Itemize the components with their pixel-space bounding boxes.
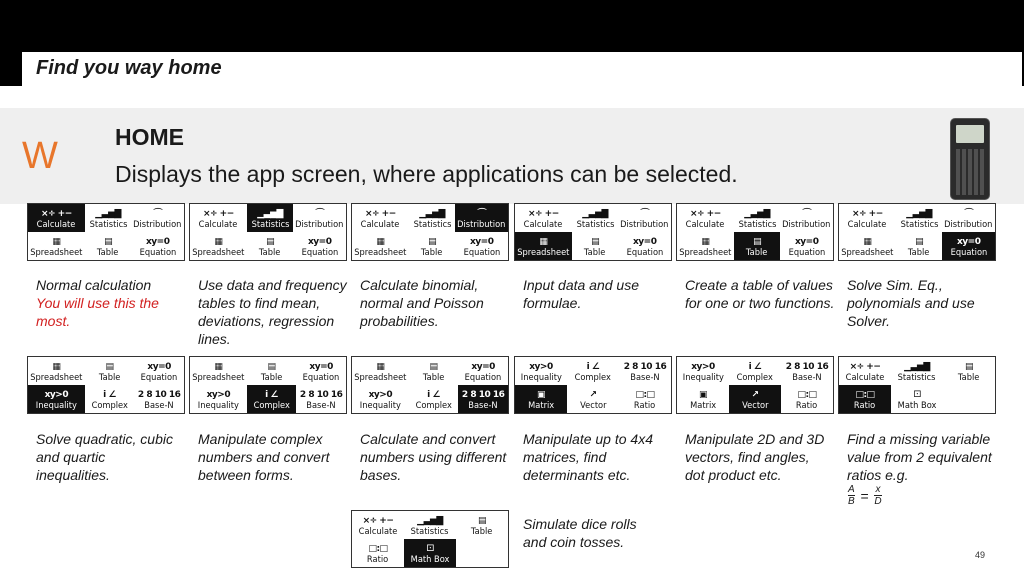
app-tile-complex[interactable] <box>247 385 297 413</box>
app-label: Distribution <box>620 220 669 230</box>
spreadsheet-icon: ▦ <box>214 362 223 372</box>
app-tile-spreadsheet[interactable] <box>677 232 734 260</box>
equation-icon: xy=0 <box>470 237 494 247</box>
app-tile-math-box[interactable] <box>404 539 456 567</box>
app-tile-calculate[interactable] <box>352 511 404 539</box>
app-grid <box>677 204 833 260</box>
app-label: Calculate <box>686 220 725 230</box>
spreadsheet-icon: ▦ <box>376 237 385 247</box>
app-grid <box>352 357 508 413</box>
app-tile-matrix[interactable] <box>515 385 567 413</box>
app-tile-base-n[interactable] <box>296 385 346 413</box>
screen-equation <box>838 203 996 261</box>
screen-spreadsheet <box>514 203 672 261</box>
app-label: Table <box>958 373 980 383</box>
statistics-icon: ▁▃▅▇ <box>417 516 443 526</box>
app-label: Spreadsheet <box>30 373 83 383</box>
app-tile-inequality[interactable] <box>28 385 85 413</box>
statistics-icon: ▁▃▅▇ <box>906 209 932 219</box>
app-label: Table <box>97 248 119 258</box>
ratio-example <box>848 484 882 507</box>
app-tile-base-n[interactable] <box>458 385 508 413</box>
app-tile-spreadsheet[interactable] <box>190 232 247 260</box>
screen-matrix <box>514 356 672 414</box>
distribution-icon: ⌒ <box>640 209 649 219</box>
app-label: Equation <box>463 248 501 258</box>
app-grid <box>28 204 184 260</box>
distribution-icon: ⌒ <box>802 209 811 219</box>
app-tile-statistics[interactable] <box>85 204 132 232</box>
app-tile-complex[interactable] <box>409 385 459 413</box>
app-tile-vector[interactable] <box>567 385 619 413</box>
app-label: Vector <box>579 401 607 411</box>
app-tile-statistics[interactable] <box>409 204 456 232</box>
app-label: Statistics <box>413 220 452 230</box>
equation-icon: xy=0 <box>308 237 332 247</box>
app-label: Statistics <box>89 220 128 230</box>
app-grid <box>352 204 508 260</box>
app-tile-distribution[interactable] <box>293 204 346 232</box>
inequality-icon: xy>0 <box>206 390 231 400</box>
app-tile-ratio[interactable] <box>352 539 404 567</box>
app-tile-ratio[interactable] <box>839 385 891 413</box>
statistics-icon: ▁▃▅▇ <box>419 209 445 219</box>
equation-icon: xy=0 <box>471 362 495 372</box>
spreadsheet-icon: ▦ <box>376 362 385 372</box>
app-label: Base-N <box>306 401 336 411</box>
base-n-icon: 2 8 10 16 <box>785 362 829 372</box>
app-label: Table <box>746 248 768 258</box>
base-n-icon: 2 8 10 16 <box>623 362 667 372</box>
app-grid <box>190 357 346 413</box>
app-tile-equation[interactable] <box>131 232 184 260</box>
app-label: Equation <box>140 373 178 383</box>
desc-equation: Solve Sim. Eq., polynomials and use Solver. <box>847 277 975 329</box>
spreadsheet-icon: ▦ <box>214 237 223 247</box>
app-grid <box>515 357 671 413</box>
inequality-icon: xy>0 <box>691 362 715 372</box>
calculate-icon: ×÷ +− <box>362 516 394 526</box>
calculator-keypad <box>956 149 984 195</box>
app-tile-base-n[interactable] <box>781 357 833 385</box>
app-label: Complex <box>736 373 774 383</box>
desc-inequality: Solve quadratic, cubic and quartic inequalities. <box>36 431 173 483</box>
app-tile-equation[interactable] <box>942 232 995 260</box>
matrix-icon: ▣ <box>698 390 707 400</box>
spreadsheet-icon: ▦ <box>701 237 710 247</box>
app-tile-table[interactable] <box>247 232 294 260</box>
desc-spreadsheet: Input data and use formulae. <box>523 277 639 311</box>
app-tile-equation[interactable] <box>293 232 346 260</box>
app-label: Table <box>471 527 493 537</box>
equation-icon: xy=0 <box>146 237 170 247</box>
app-tile-distribution[interactable] <box>131 204 184 232</box>
app-label: Table <box>260 373 283 383</box>
app-label: Table <box>421 248 443 258</box>
frac-equals: = <box>860 488 869 504</box>
calculate-icon: ×÷ +− <box>851 209 883 219</box>
spreadsheet-icon: ▦ <box>863 237 872 247</box>
app-label: Table <box>259 248 281 258</box>
app-label: Equation <box>626 248 664 258</box>
app-tile-inequality[interactable] <box>677 357 729 385</box>
spreadsheet-icon: ▦ <box>52 237 61 247</box>
desc-complex: Manipulate complex numbers and convert between forms. <box>198 431 330 483</box>
ratio-icon: □:□ <box>797 390 817 400</box>
app-label: Inequality <box>35 401 77 411</box>
app-tile-calculate[interactable] <box>515 204 572 232</box>
app-tile-spreadsheet[interactable] <box>352 232 409 260</box>
equation-icon: xy=0 <box>633 237 657 247</box>
app-tile-calculate[interactable] <box>352 204 409 232</box>
table-icon: ▤ <box>477 516 486 526</box>
desc-calculate-note: You will use this the most. <box>36 295 159 329</box>
app-tile-table[interactable] <box>409 232 456 260</box>
app-tile-table[interactable] <box>456 511 508 539</box>
statistics-icon: ▁▃▅▇ <box>257 209 283 219</box>
app-label: Table <box>584 248 606 258</box>
app-label: Base-N <box>144 401 174 411</box>
app-label: Equation <box>950 248 988 258</box>
home-title: HOME <box>115 124 184 150</box>
spreadsheet-icon: ▦ <box>539 237 548 247</box>
app-tile-complex[interactable] <box>85 385 135 413</box>
app-label: Statistics <box>738 220 777 230</box>
app-label: Complex <box>91 401 128 411</box>
app-grid <box>839 204 995 260</box>
app-tile-calculate[interactable] <box>839 204 896 232</box>
calculate-icon: ×÷ +− <box>40 209 72 219</box>
app-tile-calculate[interactable] <box>839 357 891 385</box>
app-label: Ratio <box>367 555 389 565</box>
app-label: Calculate <box>361 220 400 230</box>
app-tile-distribution[interactable] <box>942 204 995 232</box>
app-label: Inequality <box>520 373 562 383</box>
app-label: Complex <box>574 373 612 383</box>
screen-ratio <box>838 356 996 414</box>
app-tile-vector[interactable] <box>729 385 781 413</box>
app-tile-calculate[interactable] <box>677 204 734 232</box>
math-box-icon: ⚀ <box>426 544 434 554</box>
app-tile-spreadsheet[interactable] <box>190 357 247 385</box>
app-label: Statistics <box>900 220 939 230</box>
screen-statistics <box>189 203 347 261</box>
ratio-icon: □:□ <box>855 390 875 400</box>
screen-distribution <box>351 203 509 261</box>
equation-icon: xy=0 <box>795 237 819 247</box>
statistics-icon: ▁▃▅▇ <box>95 209 121 219</box>
app-label: Spreadsheet <box>354 373 407 383</box>
frac-num-right: x <box>875 484 881 495</box>
table-icon: ▤ <box>267 362 276 372</box>
app-label: Spreadsheet <box>192 373 245 383</box>
app-label: Matrix <box>527 401 555 411</box>
app-label: Table <box>98 373 121 383</box>
app-grid <box>28 357 184 413</box>
app-label: Ratio <box>854 401 876 411</box>
home-key: W <box>22 135 58 177</box>
calculate-icon: ×÷ +− <box>849 362 881 372</box>
app-tile-complex[interactable] <box>729 357 781 385</box>
app-tile-calculate[interactable] <box>28 204 85 232</box>
app-tile-ratio[interactable] <box>781 385 833 413</box>
app-tile-spreadsheet[interactable] <box>352 357 409 385</box>
app-tile-math-box[interactable] <box>891 385 943 413</box>
app-label: Ratio <box>634 401 656 411</box>
app-label: Equation <box>139 248 177 258</box>
app-label: Complex <box>415 401 452 411</box>
app-grid <box>677 357 833 413</box>
statistics-icon: ▁▃▅▇ <box>904 362 930 372</box>
app-label: Distribution <box>944 220 993 230</box>
screen-math-box <box>351 510 509 568</box>
complex-icon: i ∠ <box>586 362 600 372</box>
desc-distribution: Calculate binomial, normal and Poisson probabilities. <box>360 277 484 329</box>
app-label: Distribution <box>133 220 182 230</box>
app-tile-equation[interactable] <box>134 357 184 385</box>
calculate-icon: ×÷ +− <box>689 209 721 219</box>
frac-num-left: A <box>848 484 855 495</box>
vector-icon: ↗ <box>751 390 759 400</box>
app-tile-distribution[interactable] <box>618 204 671 232</box>
app-label: Base-N <box>792 373 822 383</box>
desc-math-box: Simulate dice rolls and coin tosses. <box>523 516 637 550</box>
app-tile-complex[interactable] <box>567 357 619 385</box>
calculator-image <box>950 118 990 200</box>
complex-icon: i ∠ <box>748 362 762 372</box>
app-tile-equation[interactable] <box>618 232 671 260</box>
desc-calculate: Normal calculation You will use this the most. <box>36 276 196 330</box>
calculator-screen <box>956 125 984 143</box>
calculate-icon: ×÷ +− <box>527 209 559 219</box>
screen-calculate <box>27 203 185 261</box>
app-tile-inequality[interactable] <box>352 385 409 413</box>
app-tile-statistics[interactable] <box>896 204 943 232</box>
app-grid <box>352 511 508 567</box>
app-label: Math Box <box>410 555 450 565</box>
app-label: Calculate <box>199 220 238 230</box>
distribution-icon: ⌒ <box>964 209 973 219</box>
app-label: Base-N <box>468 401 498 411</box>
app-label: Inequality <box>359 401 401 411</box>
app-label: Table <box>422 373 445 383</box>
distribution-icon: ⌒ <box>477 209 486 219</box>
app-tile-spreadsheet[interactable] <box>839 232 896 260</box>
desc-ratio: Find a missing variable value from 2 equivalent ratios e.g. <box>847 431 992 483</box>
app-label: Calculate <box>524 220 563 230</box>
equation-icon: xy=0 <box>147 362 171 372</box>
screen-table <box>676 203 834 261</box>
inequality-icon: xy>0 <box>368 390 393 400</box>
app-label: Complex <box>253 401 290 411</box>
distribution-icon: ⌒ <box>315 209 324 219</box>
frac-den-left: B <box>848 496 855 507</box>
app-grid <box>839 357 995 413</box>
app-grid <box>515 204 671 260</box>
math-box-icon: ⚀ <box>913 390 921 400</box>
app-tile-table[interactable] <box>734 232 781 260</box>
app-label: Vector <box>741 401 769 411</box>
app-label: Spreadsheet <box>841 248 894 258</box>
home-band <box>0 108 1024 204</box>
home-description: Displays the app screen, where applications can be selected. <box>115 161 738 187</box>
app-tile-table[interactable] <box>943 357 995 385</box>
table-icon: ▤ <box>591 237 600 247</box>
app-tile-table[interactable] <box>85 232 132 260</box>
table-icon: ▤ <box>429 362 438 372</box>
statistics-icon: ▁▃▅▇ <box>744 209 770 219</box>
app-tile-matrix[interactable] <box>677 385 729 413</box>
app-tile-equation[interactable] <box>455 232 508 260</box>
app-label: Calculate <box>358 527 398 537</box>
equation-icon: xy=0 <box>309 362 333 372</box>
app-label: Spreadsheet <box>192 248 245 258</box>
app-label: Distribution <box>295 220 344 230</box>
app-tile-calculate[interactable] <box>190 204 247 232</box>
app-tile-statistics[interactable] <box>734 204 781 232</box>
app-label: Calculate <box>37 220 76 230</box>
equation-icon: xy=0 <box>957 237 981 247</box>
app-tile-table[interactable] <box>572 232 619 260</box>
app-tile-inequality[interactable] <box>190 385 247 413</box>
distribution-icon: ⌒ <box>153 209 162 219</box>
app-label: Equation <box>788 248 826 258</box>
app-tile-statistics[interactable] <box>891 357 943 385</box>
frac-den-right: D <box>874 496 882 507</box>
desc-vector: Manipulate 2D and 3D vectors, find angles, dot product etc. <box>685 431 825 483</box>
app-label: Inequality <box>197 401 239 411</box>
spreadsheet-icon: ▦ <box>52 362 61 372</box>
app-label: Table <box>908 248 930 258</box>
app-label: Equation <box>464 373 502 383</box>
registered-mark: ® <box>988 68 994 75</box>
desc-matrix: Manipulate up to 4x4 matrices, find determinants etc. <box>523 431 653 483</box>
table-icon: ▤ <box>105 362 114 372</box>
app-tile-spreadsheet[interactable] <box>515 232 572 260</box>
app-tile-inequality[interactable] <box>515 357 567 385</box>
complex-icon: i ∠ <box>265 390 278 400</box>
app-tile-equation[interactable] <box>458 357 508 385</box>
desc-base-n: Calculate and convert numbers using different bases. <box>360 431 507 483</box>
app-label: Spreadsheet <box>679 248 732 258</box>
app-label: Spreadsheet <box>517 248 570 258</box>
app-tile-distribution[interactable] <box>780 204 833 232</box>
vector-icon: ↗ <box>589 390 597 400</box>
slide-title: Find you way home <box>36 57 222 79</box>
table-icon: ▤ <box>428 237 437 247</box>
app-tile-base-n[interactable] <box>619 357 671 385</box>
calculate-icon: ×÷ +− <box>202 209 234 219</box>
screen-base-n <box>351 356 509 414</box>
screen-vector <box>676 356 834 414</box>
app-label: Distribution <box>457 220 506 230</box>
app-label: Statistics <box>411 527 449 537</box>
app-tile-ratio[interactable] <box>619 385 671 413</box>
app-label: Calculate <box>848 220 887 230</box>
statistics-icon: ▁▃▅▇ <box>582 209 608 219</box>
table-icon: ▤ <box>266 237 275 247</box>
app-grid <box>190 204 346 260</box>
base-n-icon: 2 8 10 16 <box>461 390 505 400</box>
app-tile-statistics[interactable] <box>404 511 456 539</box>
screen-complex <box>189 356 347 414</box>
app-tile-table[interactable] <box>85 357 135 385</box>
casio-logo: CASIO <box>858 49 957 80</box>
table-icon: ▤ <box>753 237 762 247</box>
app-label: Base-N <box>630 373 660 383</box>
app-label: Statistics <box>251 220 290 230</box>
desc-statistics: Use data and frequency tables to find mean, deviations, regression lines. <box>198 277 347 347</box>
app-label: Statistics <box>898 373 936 383</box>
desc-table: Create a table of values for one or two functions. <box>685 277 835 311</box>
app-tile-spreadsheet[interactable] <box>28 357 85 385</box>
matrix-icon: ▣ <box>536 390 545 400</box>
app-label: Statistics <box>576 220 615 230</box>
ratio-icon: □:□ <box>635 390 655 400</box>
screen-inequality <box>27 356 185 414</box>
complex-icon: i ∠ <box>427 390 440 400</box>
table-icon: ▤ <box>915 237 924 247</box>
app-label: Math Box <box>897 401 937 411</box>
app-tile-distribution[interactable] <box>455 204 508 232</box>
inequality-icon: xy>0 <box>44 390 69 400</box>
app-tile-equation[interactable] <box>780 232 833 260</box>
app-label: Ratio <box>796 401 818 411</box>
app-tile-spreadsheet[interactable] <box>28 232 85 260</box>
page-number: 49 <box>975 550 986 560</box>
base-n-icon: 2 8 10 16 <box>137 390 181 400</box>
app-label: Equation <box>302 373 340 383</box>
base-n-icon: 2 8 10 16 <box>299 390 343 400</box>
app-label: Equation <box>301 248 339 258</box>
app-label: Calculate <box>845 373 885 383</box>
calculate-icon: ×÷ +− <box>364 209 396 219</box>
complex-icon: i ∠ <box>103 390 116 400</box>
table-icon: ▤ <box>104 237 113 247</box>
app-tile-statistics[interactable] <box>572 204 619 232</box>
app-label: Distribution <box>782 220 831 230</box>
app-tile-table[interactable] <box>247 357 297 385</box>
app-label: Spreadsheet <box>30 248 83 258</box>
table-icon: ▤ <box>964 362 973 372</box>
app-tile-table[interactable] <box>896 232 943 260</box>
ratio-icon: □:□ <box>368 544 388 554</box>
inequality-icon: xy>0 <box>529 362 553 372</box>
app-tile-table[interactable] <box>409 357 459 385</box>
app-tile-base-n[interactable] <box>134 385 184 413</box>
app-label: Matrix <box>689 401 717 411</box>
app-tile-equation[interactable] <box>296 357 346 385</box>
app-label: Inequality <box>682 373 724 383</box>
app-tile-statistics[interactable] <box>247 204 294 232</box>
app-label: Spreadsheet <box>354 248 407 258</box>
